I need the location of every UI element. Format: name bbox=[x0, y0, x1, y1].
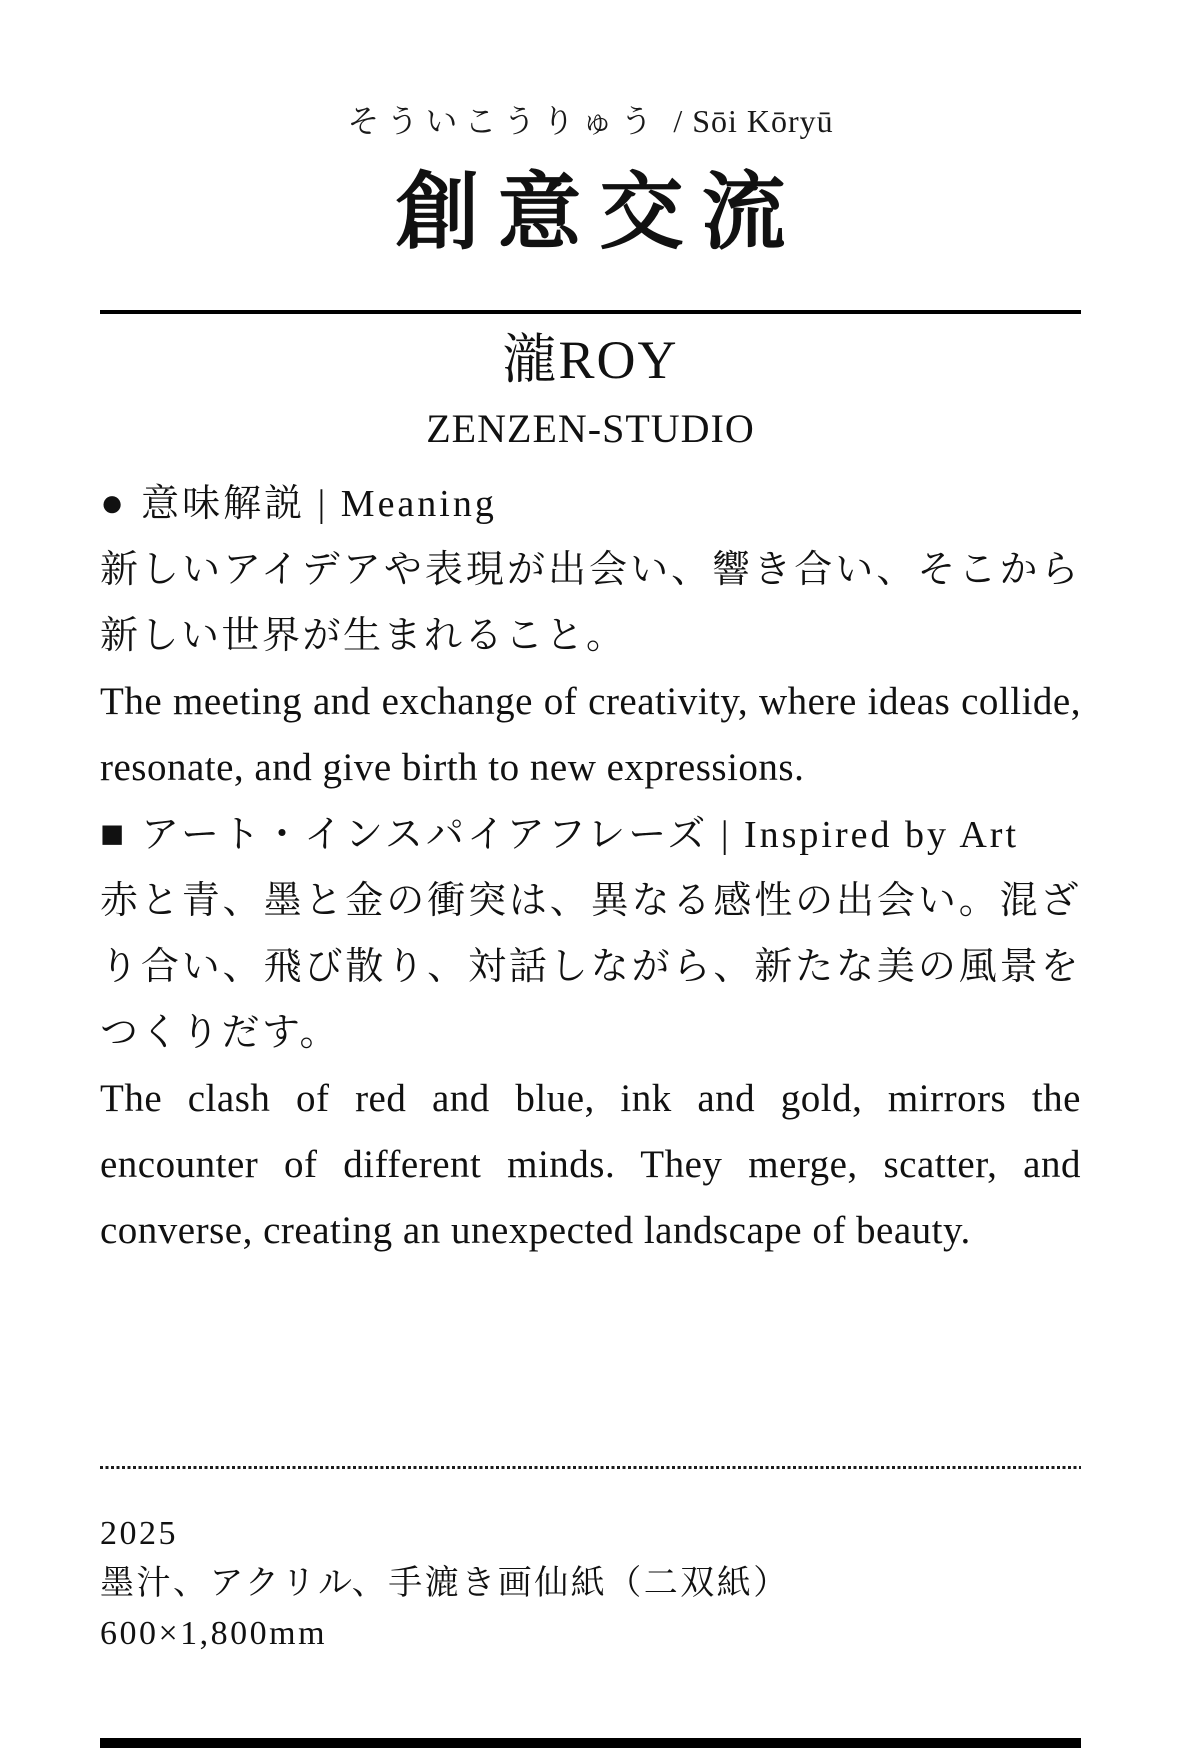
meaning-text-english: The meeting and exchange of creativity, where ideas collide, resonate, and give birth to new expressions. bbox=[100, 680, 1081, 789]
artwork-dimensions: 600×1,800mm bbox=[100, 1615, 328, 1652]
square-bullet-icon: ■ bbox=[100, 811, 128, 856]
title-divider bbox=[100, 310, 1081, 314]
title-reading bbox=[100, 96, 1081, 146]
artwork-details bbox=[100, 1509, 1081, 1659]
inspired-heading-label: アート・インスパイアフレーズ | Inspired by Art bbox=[141, 814, 1020, 856]
inspired-section-heading bbox=[100, 801, 1081, 868]
meaning-text-japanese: 新しいアイデアや表現が出会い、響き合い、そこから新しい世界が生まれること。 bbox=[100, 549, 1081, 657]
inspired-text-japanese: 赤と青、墨と金の衝突は、異なる感性の出会い。混ざり合い、飛び散り、対話しながら、新たな美の風景をつくりだす。 bbox=[100, 880, 1081, 1054]
meaning-section-heading bbox=[100, 470, 1081, 537]
artwork-title: 創意交流 bbox=[395, 167, 804, 260]
artwork-materials: 墨汁、アクリル、手漉き画仙紙（二双紙） bbox=[100, 1565, 790, 1602]
title-reading-kana: そういこうりゅう bbox=[347, 103, 660, 139]
inspired-text-english: The clash of red and blue, ink and gold, mirrors the encounter of different minds. They merge, scatter, and converse, creating an unexpected landscape of beauty. bbox=[100, 1077, 1081, 1252]
circle-bullet-icon: ● bbox=[100, 480, 128, 525]
description-body bbox=[100, 470, 1081, 1264]
title-reading-romaji: / Sōi Kōryū bbox=[673, 103, 834, 139]
studio-name: ZENZEN-STUDIO bbox=[426, 406, 755, 451]
dotted-divider bbox=[100, 1466, 1081, 1469]
meaning-heading-label: 意味解説 | Meaning bbox=[141, 483, 497, 525]
bottom-bar bbox=[100, 1738, 1081, 1748]
artwork-year: 2025 bbox=[100, 1515, 178, 1552]
artist-name: 瀧ROY bbox=[502, 330, 679, 390]
